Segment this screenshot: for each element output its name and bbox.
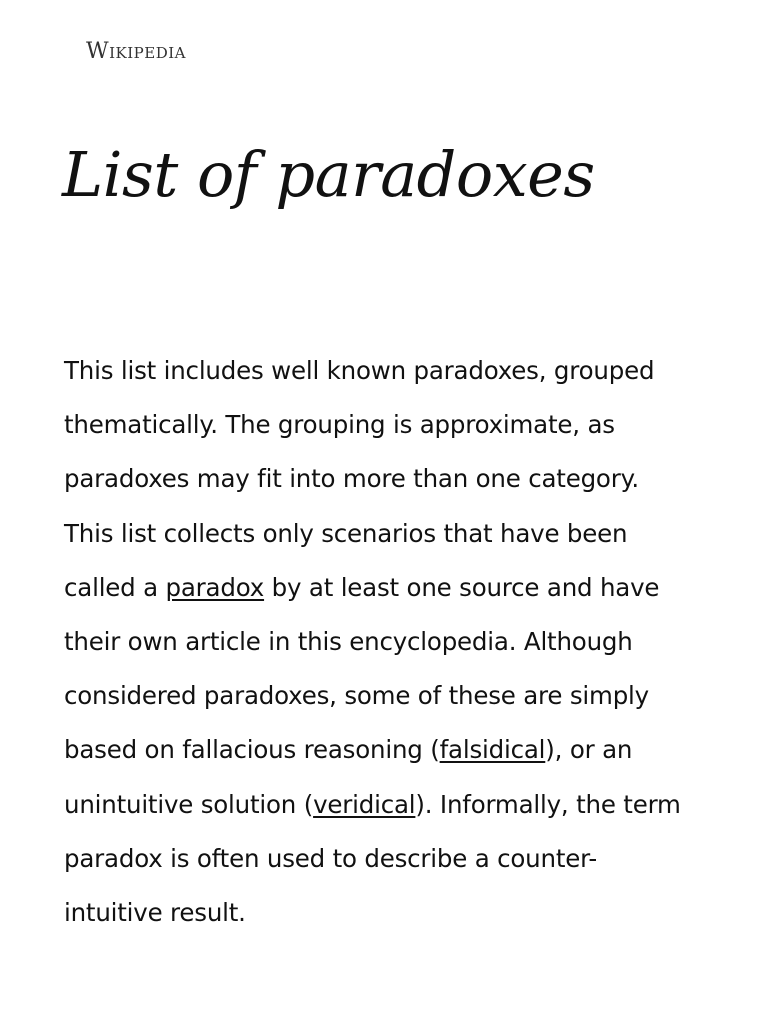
veridical-link[interactable]: veridical	[313, 789, 416, 819]
intro-text-3: ), or an unintuitive solution (	[64, 735, 633, 819]
intro-text-1: This list includes well known paradoxes, grouped thematically. The grouping is approximate, as paradoxes may fit into more than one category. This list collects only scenarios that have been called a	[64, 356, 655, 602]
page-title: List of paradoxes	[62, 138, 595, 211]
intro-text-2: by at least one source and have their own article in this encyclopedia. Although considered paradoxes, some of these are simply based on fallacious reasoning (	[64, 572, 660, 765]
falsidical-link[interactable]: falsidical	[439, 735, 546, 765]
intro-paragraph	[64, 344, 694, 940]
paradox-link[interactable]: paradox	[165, 572, 265, 602]
intro-text-4: ). Informally, the term paradox is often used to describe a counter-intuitive result.	[64, 789, 681, 928]
wikipedia-wordmark[interactable]: Wikipedia	[86, 39, 186, 64]
